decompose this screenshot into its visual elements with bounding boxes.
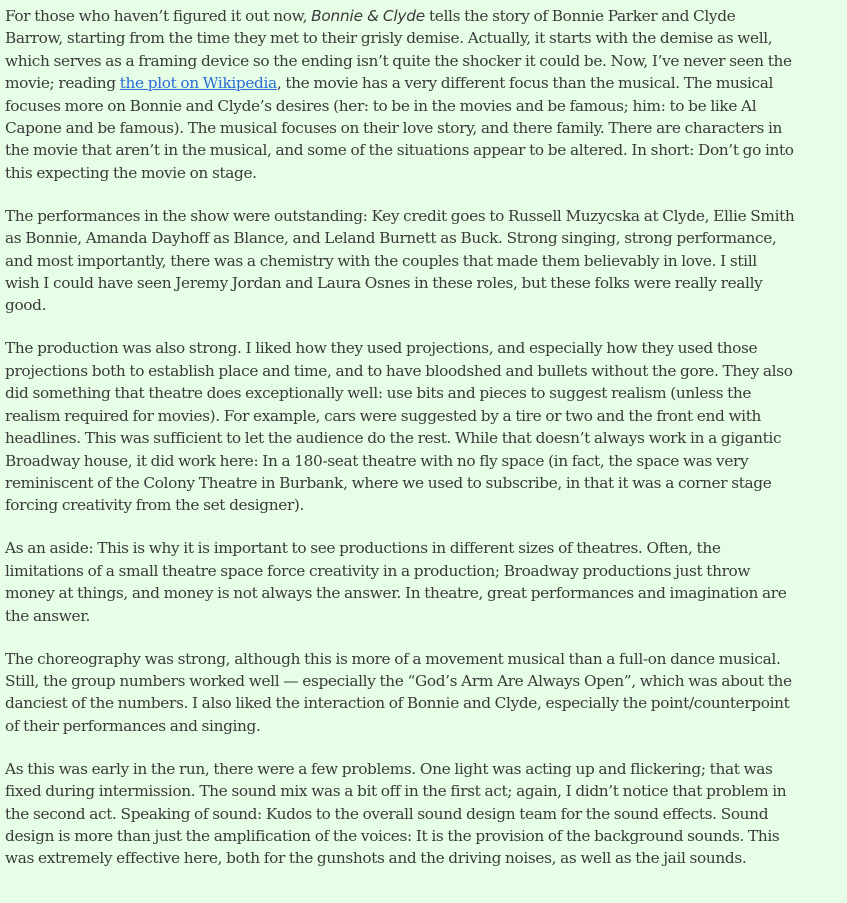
paragraph-performances: The performances in the show were outstanding: Key credit goes to Russell Muzycska at Clyde, Ellie Smith as Bonnie, Amanda Dayhoff as Blance, and Leland Burnett as Buck. Strong singing, strong performance, and most importantly, there was a chemistry with the couples that made them believably in love. I still wish I could have seen Jeremy Jordan and Laura Osnes in these roles, but these folks were really really good. bbox=[5, 206, 795, 315]
paragraph-intro bbox=[5, 5, 795, 184]
wikipedia-plot-link[interactable]: the plot on Wikipedia bbox=[119, 74, 277, 93]
paragraph-problems: As this was early in the run, there were a few problems. One light was acting up and flickering; that was fixed during intermission. The sound mix was a bit off in the first act; again, I didn’t notice that problem in the second act. Speaking of sound: Kudos to the overall sound design team for the sound effects. Sound design is more than just the amplification of the voices: It is the provision of the background sounds. This was extremely effective here, both for the gunshots and the driving noises, as well as the jail sounds. bbox=[5, 759, 787, 868]
paragraph-choreography: The choreography was strong, although this is more of a movement musical than a full-on dance musical. Still, the group numbers worked well — especially the “God’s Arm Are Always Open”, which was about the danciest of the numbers. I also liked the interaction of Bonnie and Clyde, especially the point/counterpoint of their performances and singing. bbox=[5, 649, 792, 735]
intro-lead-text: For those who haven’t figured it out now, bbox=[5, 7, 312, 25]
intro-text-part1: tells the story of Bonnie Parker and Clyde Barrow, starting from the time they met to their grisly demise. Actually, it starts with the demise as well, which serves as a framing device so the ending isn’t quite the shocker it could be. Now, I’ve never seen the movie; reading bbox=[5, 7, 792, 93]
paragraph-production: The production was also strong. I liked how they used projections, and especially how they used those projections both to establish place and time, and to have bloodshed and bullets without the gore. They also did something that theatre does exceptionally well: use bits and pieces to suggest realism (unless the realism required for movies). For example, cars were suggested by a tire or two and the front end with headlines. This was sufficient to let the audience do the rest. While that doesn’t always work in a gigantic Broadway house, it did work here: In a 180-seat theatre with no fly space (in fact, the space was very reminiscent of the Colony Theatre in Burbank, where we used to subscribe, in that it was a corner stage forcing creativity from the set designer). bbox=[5, 339, 793, 515]
show-title: Bonnie & Clyde bbox=[311, 7, 425, 25]
paragraph-aside: As an aside: This is why it is important to see productions in different sizes of theatres. Often, the limitations of a small theatre space force creativity in a production; Broadway productions just throw money at things, and money is not always the answer. In theatre, great performances and imagination are the answer. bbox=[5, 539, 787, 625]
intro-text-part2: , the movie has a very different focus than the musical. The musical focuses more on Bonnie and Clyde’s desires (her: to be in the movies and be famous; him: to be like Al Capone and be famous). The musical focuses on their love story, and there family. There are characters in the movie that aren’t in the musical, and some of the situations appear to be altered. In short: Don’t go into this expecting the movie on stage. bbox=[5, 74, 794, 182]
